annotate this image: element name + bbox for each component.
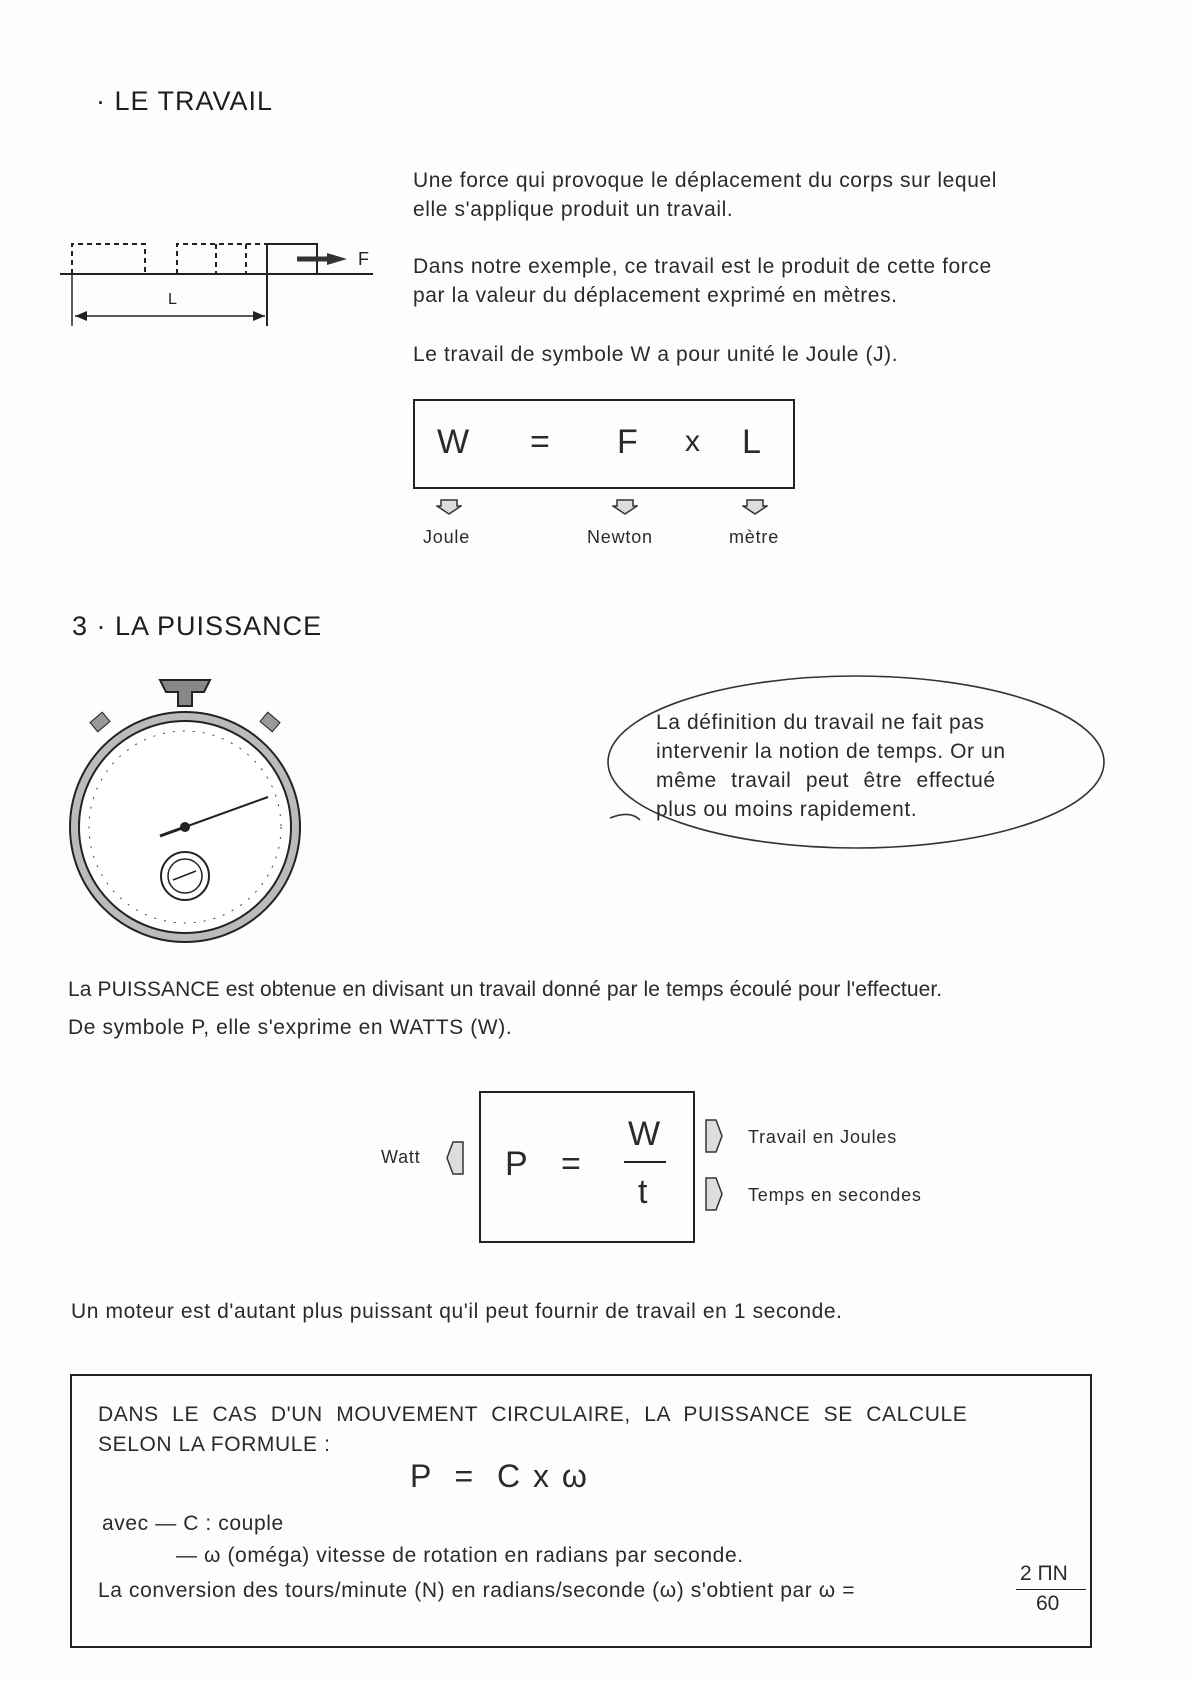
down-arrow-icon (436, 498, 462, 521)
box-line: DANS LE CAS D'UN MOUVEMENT CIRCULAIRE, LA PUISSANCE SE CALCULE (98, 1403, 968, 1426)
down-arrow-icon (612, 498, 638, 521)
formula-f: F (617, 423, 638, 461)
right-arrow-icon (704, 1176, 724, 1217)
force-label: F (358, 249, 369, 269)
force-arrow-icon (297, 253, 347, 265)
circular-formula: P = C x ω (410, 1458, 589, 1494)
fraction-denominator: 60 (1036, 1592, 1060, 1615)
stopwatch-illustration (68, 672, 308, 947)
formula-eq: = (530, 423, 550, 461)
conclusion: Un moteur est d'autant plus puissant qu'il peut fournir de travail en 1 seconde. (71, 1300, 843, 1323)
right-arrow-icon (704, 1118, 724, 1159)
power-formula-box (479, 1091, 695, 1243)
paragraph-line: Le travail de symbole W a pour unité le Joule (J). (413, 343, 899, 366)
formula-x: x (685, 425, 700, 458)
formula-l: L (742, 423, 761, 461)
definition-line: La PUISSANCE est obtenue en divisant un travail donné par le temps écoulé pour l'effectuer. (68, 978, 943, 1001)
paragraph-line: elle s'applique produit un travail. (413, 198, 734, 221)
paragraph-line: par la valeur du déplacement exprimé en mètres. (413, 284, 898, 307)
displacement-diagram (55, 228, 375, 328)
formula-eq: = (561, 1145, 581, 1183)
formula-denominator: t (638, 1173, 648, 1211)
down-arrow-icon (742, 498, 768, 521)
unit-metre: mètre (729, 527, 780, 547)
unit-travail: Travail en Joules (748, 1127, 897, 1147)
work-formula-box (413, 399, 795, 489)
formula-w: W (437, 423, 470, 461)
paragraph-line: Dans notre exemple, ce travail est le produit de cette force (413, 255, 992, 278)
bubble-line: intervenir la notion de temps. Or un (656, 740, 1006, 763)
fraction-bar (1016, 1589, 1086, 1590)
length-label: L (168, 291, 177, 308)
unit-joule: Joule (423, 527, 471, 547)
circular-motion-box (70, 1374, 1092, 1648)
heading-le-travail: · LE TRAVAIL (96, 86, 274, 116)
heading-la-puissance: 3 · LA PUISSANCE (72, 611, 323, 641)
definition-line: De symbole P, elle s'exprime en WATTS (W). (68, 1016, 513, 1039)
formula-p: P (505, 1145, 528, 1183)
box-line: avec — C : couple (102, 1512, 284, 1535)
left-arrow-icon (445, 1140, 465, 1181)
unit-newton: Newton (587, 527, 653, 547)
bubble-line: même travail peut être effectué (656, 769, 996, 792)
unit-temps: Temps en secondes (748, 1185, 922, 1205)
paragraph-line: Une force qui provoque le déplacement du corps sur lequel (413, 169, 998, 192)
bubble-line: La définition du travail ne fait pas (656, 711, 985, 734)
conversion-line: La conversion des tours/minute (N) en radians/seconde (ω) s'obtient par ω = (98, 1579, 856, 1602)
fraction-numerator: 2 ΠN (1020, 1562, 1068, 1585)
bubble-line: plus ou moins rapidement. (656, 798, 918, 821)
box-line: SELON LA FORMULE : (98, 1433, 331, 1456)
formula-numerator: W (628, 1115, 661, 1153)
box-line: — ω (oméga) vitesse de rotation en radians par seconde. (176, 1544, 744, 1567)
unit-watt: Watt (381, 1147, 421, 1167)
fraction-bar (624, 1161, 666, 1163)
